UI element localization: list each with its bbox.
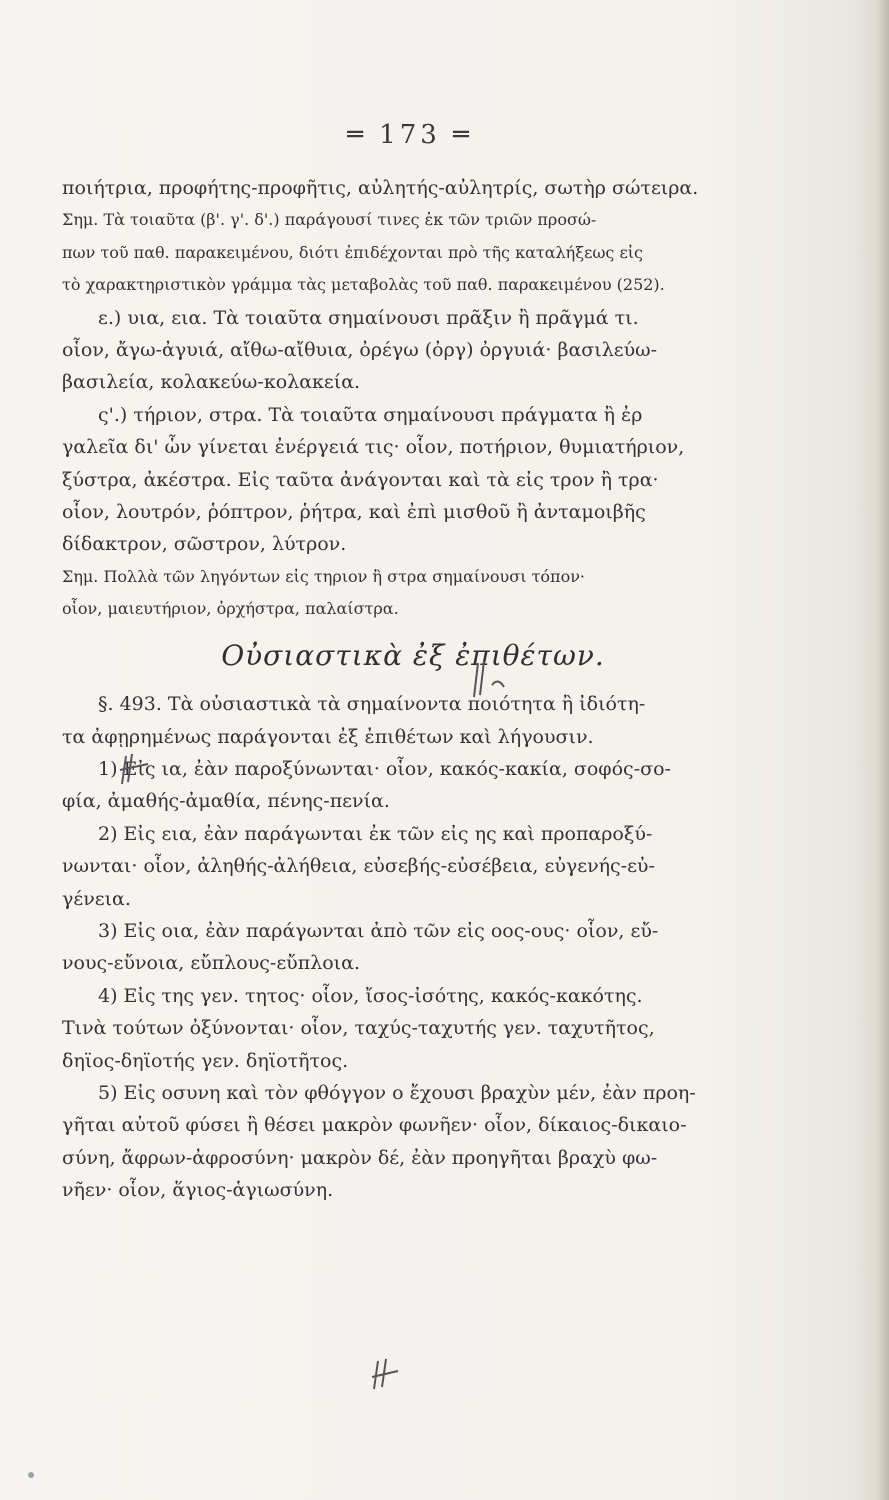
pen-mark-icon (468, 655, 518, 705)
text-line-note: οἷον, μαιευτήριον, ὀρχήστρα, παλαίστρα. (62, 599, 399, 619)
text-line: ς'.) τήριον, στρα. Τὰ τοιαῦτα σημαίνουσι πράγματα ἢ ἐρ (98, 403, 643, 426)
text-line: ε.) υια, εια. Τὰ τοιαῦτα σημαίνουσι πρᾶξιν ἢ πρᾶγμά τι. (98, 306, 639, 329)
text-line-note: πων τοῦ παθ. παρακειμένου, διότι ἐπιδέχονται πρὸ τῆς καταλήξεως εἰς (62, 242, 643, 262)
text-line: νῆεν· οἷον, ἅγιος-ἁγιωσύνη. (62, 1179, 334, 1202)
text-line: τα ἀφῃρημένως παράγονται ἐξ ἐπιθέτων καὶ λήγουσιν. (62, 725, 594, 748)
text-line: 3) Εἰς οια, ἐὰν παράγωνται ἀπὸ τῶν εἰς οος-ους· οἷον, εὔ- (98, 919, 659, 942)
text-line: §. 493. Τὰ οὐσιαστικὰ τὰ σημαίνοντα ποιότητα ἢ ἰδιότη- (98, 693, 646, 716)
text-line: νωνται· οἷον, ἀληθής-ἀλήθεια, εὐσεβής-εὐσέβεια, εὐγενής-εὐ- (62, 855, 655, 878)
text-line: βασιλεία, κολακεύω-κολακεία. (62, 371, 361, 394)
text-line: 1) Εἰς ια, ἐὰν παροξύνωνται· οἷον, κακός-κακία, σοφός-σο- (98, 757, 671, 780)
text-line: γῆται αὐτοῦ φύσει ἢ θέσει μακρὸν φωνῆεν· οἷον, δίκαιος-δικαιο- (62, 1114, 687, 1137)
text-line-note: Σημ. Πολλὰ τῶν ληγόντων εἰς τηριον ἢ στρα σημαίνουσι τόπον· (62, 566, 586, 586)
text-line: φία, ἀμαθής-ἀμαθία, πένης-πενία. (62, 790, 390, 813)
text-line: νους-εὔνοια, εὔπλους-εὔπλοια. (62, 952, 360, 975)
page-number: ═ 173 ═ (347, 120, 473, 150)
text-line: οἷον, ἄγω-ἀγυιά, αἴθω-αἴθυια, ὀρέγω (ὀργ) ὀργυιά· βασιλεύω- (62, 339, 658, 362)
section-title: Οὐσιαστικὰ ἐξ ἐπιθέτων. (221, 638, 605, 672)
text-line: ποιήτρια, προφήτης-προφῆτις, αὐλητής-αὐλητρίς, σωτὴρ σώτειρα. (62, 177, 699, 199)
pen-mark-icon (118, 750, 158, 790)
text-line: Τινὰ τούτων ὀξύνονται· οἷον, ταχύς-ταχυτής γεν. ταχυτῆτος, (62, 1017, 655, 1040)
text-line: ξύστρα, ἀκέστρα. Εἰς ταῦτα ἀνάγονται καὶ τὰ εἰς τρον ἢ τρα· (62, 468, 659, 491)
pen-mark-icon (368, 1355, 408, 1395)
text-line: γαλεῖα δι' ὧν γίνεται ἐνέργειά τις· οἷον, ποτήριον, θυμιατήριον, (62, 436, 685, 459)
page-edge-shadow (875, 0, 889, 1500)
text-line: 2) Εἰς εια, ἐὰν παράγωνται ἐκ τῶν εἰς ης καὶ προπαροξύ- (98, 822, 653, 845)
page-body (62, 172, 764, 1207)
text-line: δηϊος-δηϊοτής γεν. δηϊοτῆτος. (62, 1049, 349, 1072)
text-line-note: τὸ χαρακτηριστικὸν γράμμα τὰς μεταβολὰς τοῦ παθ. παρακειμένου (252). (62, 275, 665, 295)
text-line: 5) Εἰς οσυνη καὶ τὸν φθόγγον ο ἔχουσι βραχὺν μέν, ἐὰν προη- (98, 1081, 696, 1104)
text-line: γένεια. (62, 887, 131, 910)
stain-dot (28, 1472, 34, 1478)
text-line: 4) Εἰς της γεν. τητος· οἷον, ἴσος-ἰσότης, κακός-κακότης. (98, 984, 643, 1007)
text-line-note: Σημ. Τὰ τοιαῦτα (β'. γ'. δ'.) παράγουσί τινες ἐκ τῶν τριῶν προσώ- (62, 210, 597, 230)
text-line: δίδακτρον, σῶστρον, λύτρον. (62, 533, 347, 556)
text-line: οἷον, λουτρόν, ῥόπτρον, ῥήτρα, καὶ ἐπὶ μισθοῦ ἢ ἀνταμοιβῆς (62, 501, 646, 524)
text-line: σύνη, ἄφρων-ἀφροσύνη· μακρὸν δέ, ἐὰν προηγῆται βραχὺ φω- (62, 1146, 658, 1169)
